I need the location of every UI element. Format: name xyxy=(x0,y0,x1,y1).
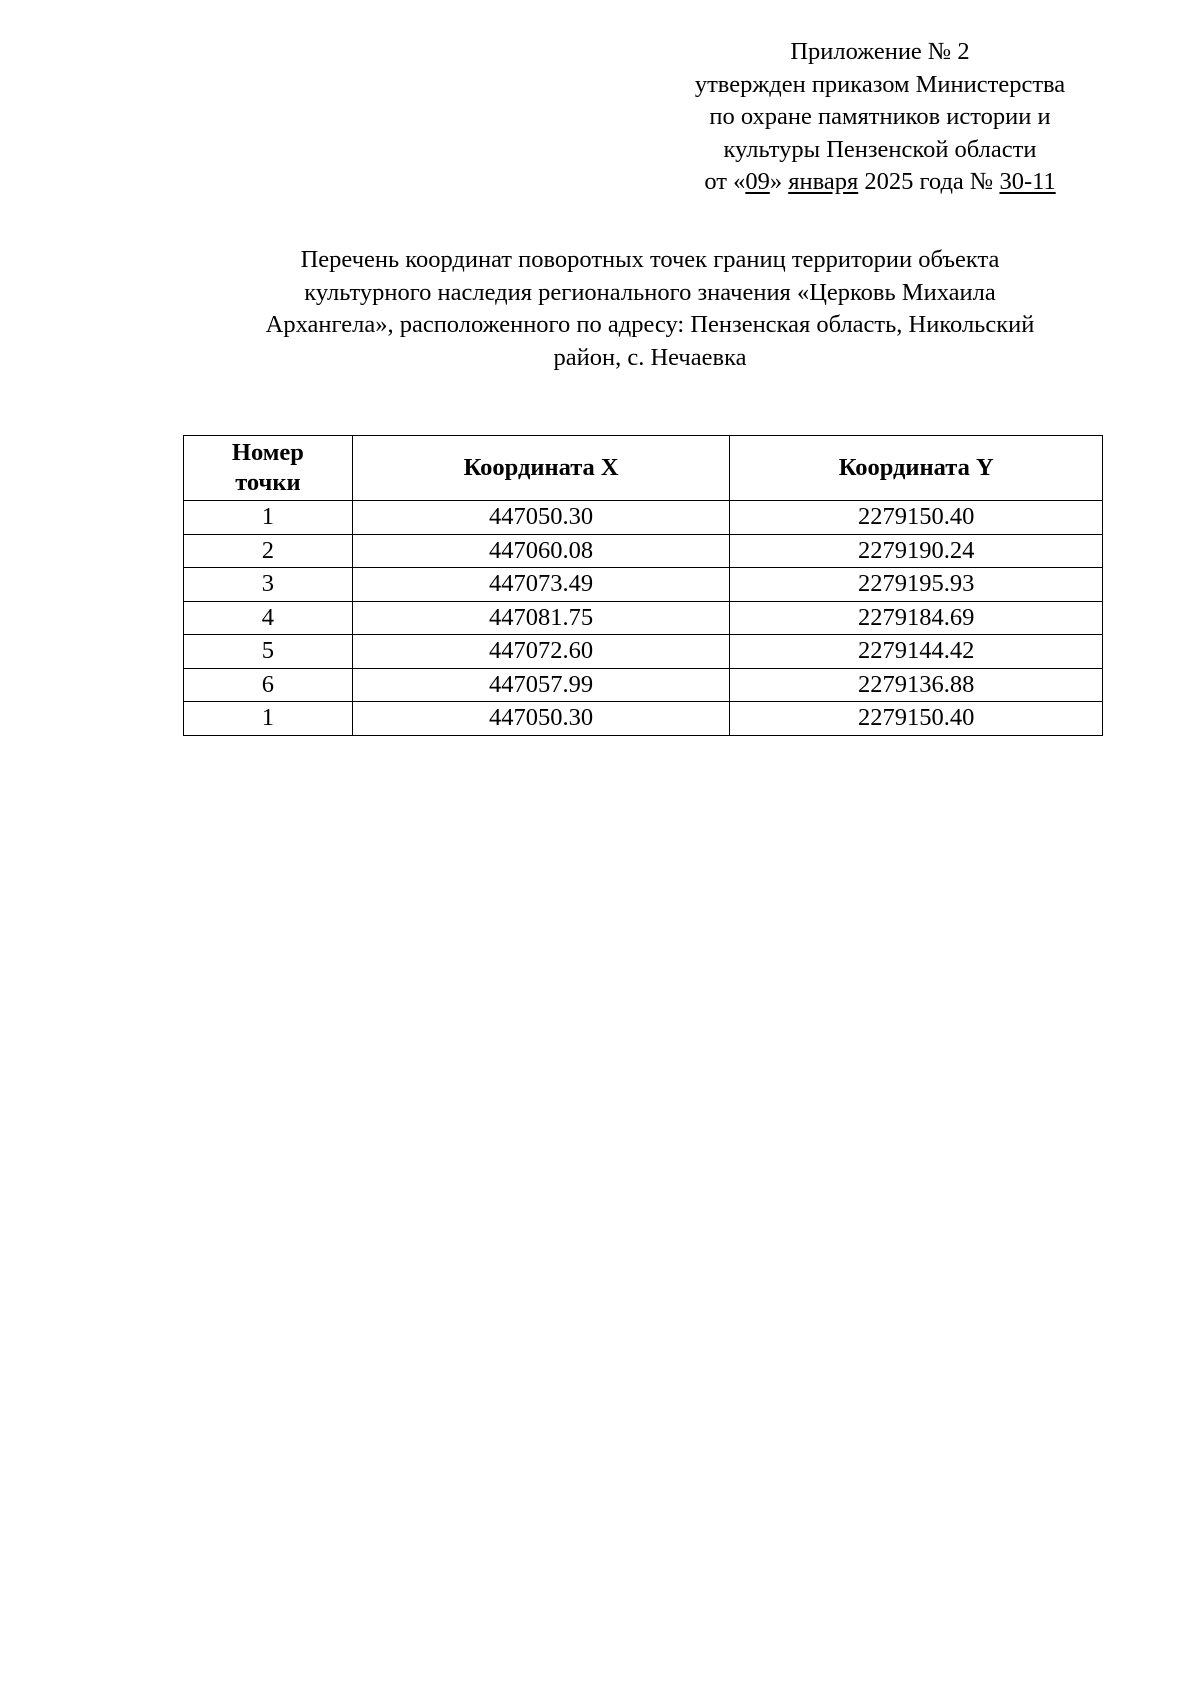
approval-line-4: культуры Пензенской области xyxy=(723,135,1037,163)
cell-point-number: 2 xyxy=(184,534,353,568)
date-quote-close: » xyxy=(769,168,789,195)
header-coordinate-x: Координата X xyxy=(352,436,730,501)
cell-coordinate-y: 2279195.93 xyxy=(730,568,1103,602)
date-year: 2025 года № xyxy=(858,168,1000,195)
table-row xyxy=(184,702,1103,736)
cell-coordinate-x: 447060.08 xyxy=(352,534,730,568)
approval-date-line xyxy=(660,166,1100,199)
cell-point-number: 3 xyxy=(184,568,353,602)
approval-block xyxy=(660,36,1100,199)
cell-coordinate-y: 2279144.42 xyxy=(730,635,1103,669)
cell-coordinate-x: 447072.60 xyxy=(352,635,730,669)
title-line-3: Архангела», расположенного по адресу: Пензенская область, Никольский xyxy=(265,311,1035,338)
cell-coordinate-x: 447081.75 xyxy=(352,601,730,635)
cell-coordinate-y: 2279150.40 xyxy=(730,501,1103,535)
title-line-1: Перечень координат поворотных точек границ территории объекта xyxy=(300,246,1000,273)
table-row xyxy=(184,668,1103,702)
table-row xyxy=(184,501,1103,535)
table-row xyxy=(184,534,1103,568)
cell-coordinate-y: 2279150.40 xyxy=(730,702,1103,736)
title-line-2: культурного наследия регионального значения «Церковь Михаила xyxy=(304,278,996,306)
header-point-line-2: точки xyxy=(235,469,301,496)
cell-coordinate-y: 2279190.24 xyxy=(730,534,1103,568)
approval-line-2: утвержден приказом Министерства xyxy=(694,70,1066,98)
appendix-number: Приложение № 2 xyxy=(790,38,970,65)
header-point-line-1: Номер xyxy=(231,439,304,466)
order-number: 30-11 xyxy=(999,168,1056,195)
date-day: 09 xyxy=(745,168,770,195)
document-title xyxy=(150,244,1150,374)
cell-coordinate-x: 447057.99 xyxy=(352,668,730,702)
cell-point-number: 1 xyxy=(184,501,353,535)
cell-coordinate-y: 2279184.69 xyxy=(730,601,1103,635)
cell-point-number: 1 xyxy=(184,702,353,736)
cell-coordinate-y: 2279136.88 xyxy=(730,668,1103,702)
cell-point-number: 6 xyxy=(184,668,353,702)
header-coordinate-y: Координата Y xyxy=(730,436,1103,501)
table-row xyxy=(184,568,1103,602)
table-row xyxy=(184,601,1103,635)
table-row xyxy=(184,635,1103,669)
date-prefix: от « xyxy=(704,168,746,195)
cell-point-number: 5 xyxy=(184,635,353,669)
cell-point-number: 4 xyxy=(184,601,353,635)
cell-coordinate-x: 447073.49 xyxy=(352,568,730,602)
title-line-4: район, с. Нечаевка xyxy=(553,343,747,371)
cell-coordinate-x: 447050.30 xyxy=(352,501,730,535)
table-header-row xyxy=(184,436,1103,501)
approval-line-3: по охране памятников истории и xyxy=(709,103,1051,130)
cell-coordinate-x: 447050.30 xyxy=(352,702,730,736)
coordinates-table xyxy=(183,435,1103,736)
header-point-number xyxy=(184,436,353,501)
date-month: января xyxy=(788,168,859,195)
